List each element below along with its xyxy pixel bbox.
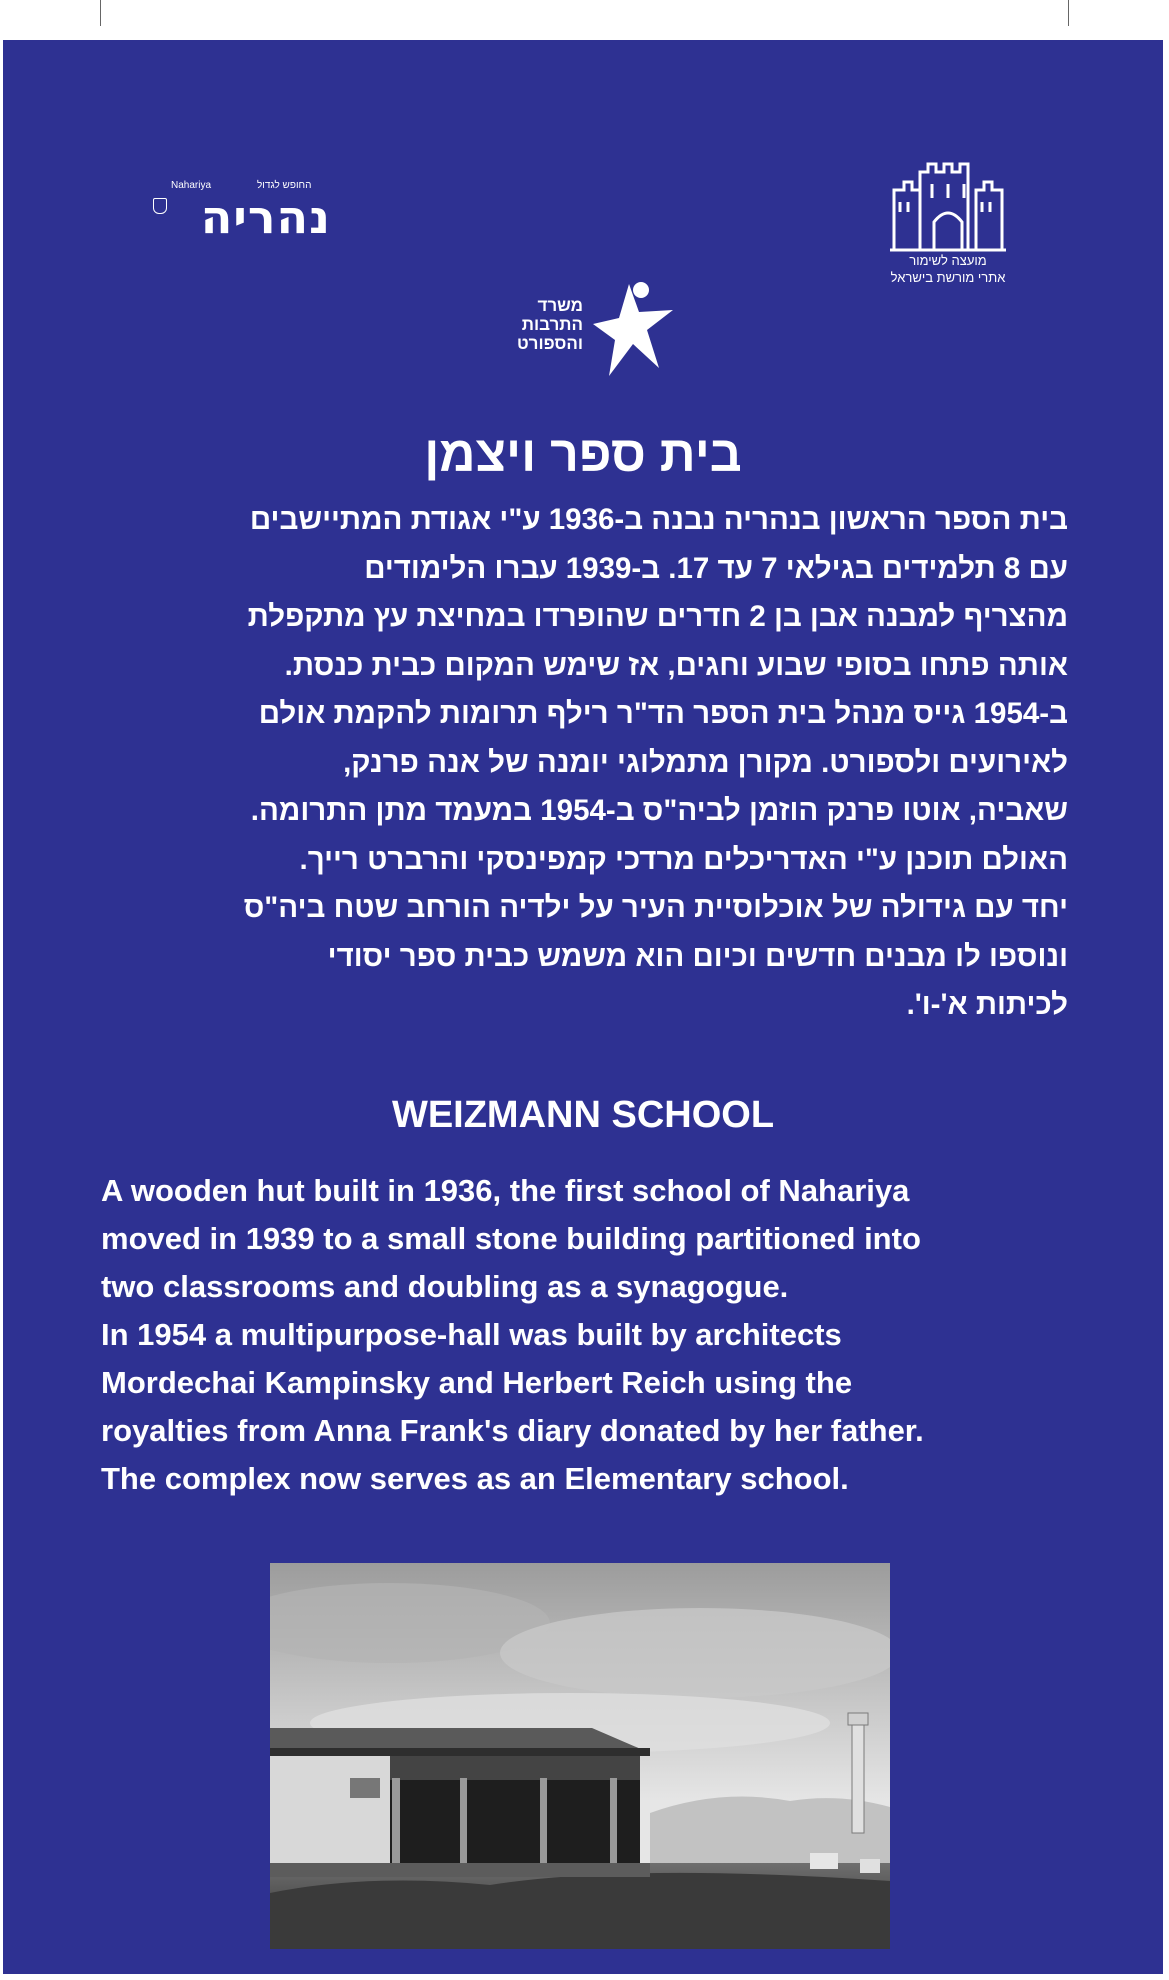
hebrew-line: בית הספר הראשון בנהריה נבנה ב-1936 ע"י אגודת המתיישבים [249,503,1068,536]
crop-mark-right [1068,0,1069,26]
crop-mark-left [100,0,101,26]
english-line: The complex now serves as an Elementary school. [101,1461,849,1496]
english-body [101,1167,1063,1503]
star-icon [589,280,679,380]
hebrew-line: לאירועים ולספורט. מקורן מתמלוגי יומנה של אנה פרנק, [343,745,1068,779]
castle-icon [888,160,1008,252]
sign-panel [3,40,1163,1974]
ministry-logo-text [483,296,583,353]
hebrew-line: מהצריף למבנה אבן בן 2 חדרים שהופרדו במחיצת עץ מתקפלת [247,600,1068,633]
nahariya-logo-en: Nahariya [171,180,212,191]
nahariya-logo-wordmark: נהריה [200,190,331,244]
ministry-logo [483,280,683,380]
hebrew-line: אותה פתחו בסופי שבוע וחגים, אז שימש המקום כבית כנסת. [284,648,1068,682]
ministry-line1: משרד [537,296,583,315]
hebrew-line: ונוספו לו מבנים חדשים וכיום הוא משמש כבית ספר יסודי [327,939,1068,973]
historic-school-photo [270,1563,890,1949]
english-line: Mordechai Kampinsky and Herbert Reich using the [101,1365,853,1400]
hebrew-line: יחד עם גידולה של אוכלוסיית העיר על ילדיה הורחב שטח ביה"ס [243,891,1068,924]
hebrew-line: ב-1954 גייס מנהל בית הספר הד"ר רילף תרומות להקמת אולם [258,697,1068,730]
heritage-council-line2: אתרי מורשת בישראל [890,270,1006,285]
english-line: royalties from Anna Frank's diary donated by her father. [101,1413,924,1448]
nahariya-logo [151,178,331,258]
hebrew-line: עם 8 תלמידים בגילאי 7 עד 17. ב-1939 עברו הלימודים [364,551,1068,585]
hebrew-title: בית ספר ויצמן [424,426,742,482]
english-line: In 1954 a multipurpose-hall was built by architects [101,1317,842,1352]
ministry-line3: והספורט [516,334,583,353]
nahariya-logo-tagline: החופש לגדול [257,180,312,191]
hebrew-body [98,496,1068,1030]
heritage-council-logo [853,160,1043,300]
hebrew-line: האולם תוכנן ע"י האדריכלים מרדכי קמפינסקי והרברט רייך. [299,842,1068,876]
english-title: WEIZMANN SCHOOL [391,1094,775,1136]
english-line: two classrooms and doubling as a synagogue. [101,1269,789,1304]
english-line: moved in 1939 to a small stone building partitioned into [101,1221,921,1256]
heritage-council-line1: מועצה לשימור [909,253,987,268]
english-line: A wooden hut built in 1936, the first school of Nahariya [101,1173,910,1208]
hebrew-line: לכיתות א'-ו'. [906,988,1068,1021]
hebrew-line: שאביה, אוטו פרנק הוזמן לביה"ס ב-1954 במעמד מתן התרומה. [250,794,1068,827]
ministry-line2: התרבות [521,315,583,334]
